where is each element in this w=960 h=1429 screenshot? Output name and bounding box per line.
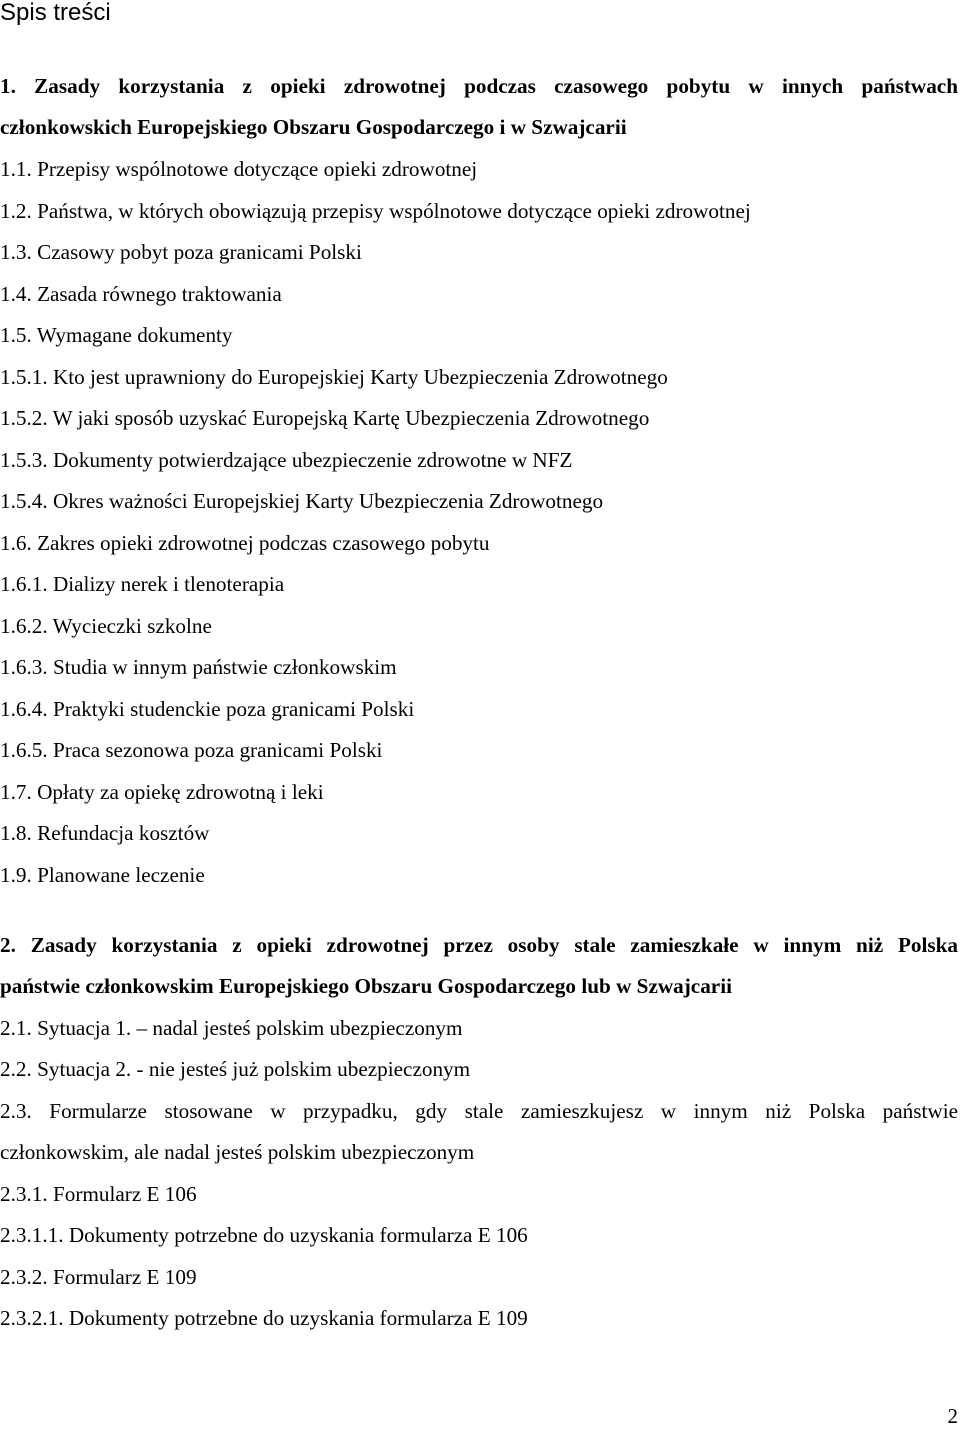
toc-entry-1-5-4: 1.5.4. Okres ważności Europejskiej Karty Ubezpieczenia Zdrowotnego xyxy=(0,489,604,513)
toc-entry-1-2: 1.2. Państwa, w których obowiązują przepisy wspólnotowe dotyczące opieki zdrowotnej xyxy=(0,199,751,223)
toc-entry-1-7: 1.7. Opłaty za opiekę zdrowotną i leki xyxy=(0,780,324,804)
toc-entry-1-5-1: 1.5.1. Kto jest uprawniony do Europejskiej Karty Ubezpieczenia Zdrowotnego xyxy=(0,365,668,389)
toc-section-1-title: 1. Zasady korzystania z opieki zdrowotnej podczas czasowego pobytu w innych państwach xyxy=(0,74,958,98)
toc-entry-1-3: 1.3. Czasowy pobyt poza granicami Polski xyxy=(0,240,362,264)
page-number: 2 xyxy=(947,1404,958,1428)
toc-entry-1-6-3: 1.6.3. Studia w innym państwie członkowskim xyxy=(0,655,397,679)
toc-entry-2-3-2: 2.3.2. Formularz E 109 xyxy=(0,1265,197,1289)
toc-section-2-title: 2. Zasady korzystania z opieki zdrowotnej przez osoby stale zamieszkałe w innym niż Polska xyxy=(0,933,958,957)
toc-section-2-title-continued: państwie członkowskim Europejskiego Obszaru Gospodarczego lub w Szwajcarii xyxy=(0,974,732,998)
toc-entry-1-9: 1.9. Planowane leczenie xyxy=(0,863,205,887)
toc-entry-2-3-2-1: 2.3.2.1. Dokumenty potrzebne do uzyskania formularza E 109 xyxy=(0,1306,528,1330)
toc-entry-1-6-5: 1.6.5. Praca sezonowa poza granicami Polski xyxy=(0,738,383,762)
toc-entry-1-5-3: 1.5.3. Dokumenty potwierdzające ubezpieczenie zdrowotne w NFZ xyxy=(0,448,573,472)
toc-entry-1-6: 1.6. Zakres opieki zdrowotnej podczas czasowego pobytu xyxy=(0,531,490,555)
toc-entry-2-3-1-1: 2.3.1.1. Dokumenty potrzebne do uzyskania formularza E 106 xyxy=(0,1223,528,1247)
toc-entry-2-1: 2.1. Sytuacja 1. – nadal jesteś polskim ubezpieczonym xyxy=(0,1016,463,1040)
toc-entry-2-3-continued: członkowskim, ale nadal jesteś polskim ubezpieczonym xyxy=(0,1140,475,1164)
toc-entry-1-6-2: 1.6.2. Wycieczki szkolne xyxy=(0,614,212,638)
toc-entry-2-3-1: 2.3.1. Formularz E 106 xyxy=(0,1182,197,1206)
toc-entry-1-8: 1.8. Refundacja kosztów xyxy=(0,821,210,845)
toc-entry-1-1: 1.1. Przepisy wspólnotowe dotyczące opieki zdrowotnej xyxy=(0,157,478,181)
toc-entry-2-3: 2.3. Formularze stosowane w przypadku, gdy stale zamieszkujesz w innym niż Polska państwie xyxy=(0,1099,958,1123)
toc-entry-1-5: 1.5. Wymagane dokumenty xyxy=(0,323,233,347)
toc-section-1-title-continued: członkowskich Europejskiego Obszaru Gospodarczego i w Szwajcarii xyxy=(0,115,627,139)
toc-entry-1-4: 1.4. Zasada równego traktowania xyxy=(0,282,282,306)
toc-heading: Spis treści xyxy=(0,0,111,26)
toc-entry-2-2: 2.2. Sytuacja 2. - nie jesteś już polskim ubezpieczonym xyxy=(0,1057,471,1081)
toc-entry-1-6-4: 1.6.4. Praktyki studenckie poza granicami Polski xyxy=(0,697,415,721)
toc-entry-1-6-1: 1.6.1. Dializy nerek i tlenoterapia xyxy=(0,572,285,596)
toc-entry-1-5-2: 1.5.2. W jaki sposób uzyskać Europejską Kartę Ubezpieczenia Zdrowotnego xyxy=(0,406,650,430)
